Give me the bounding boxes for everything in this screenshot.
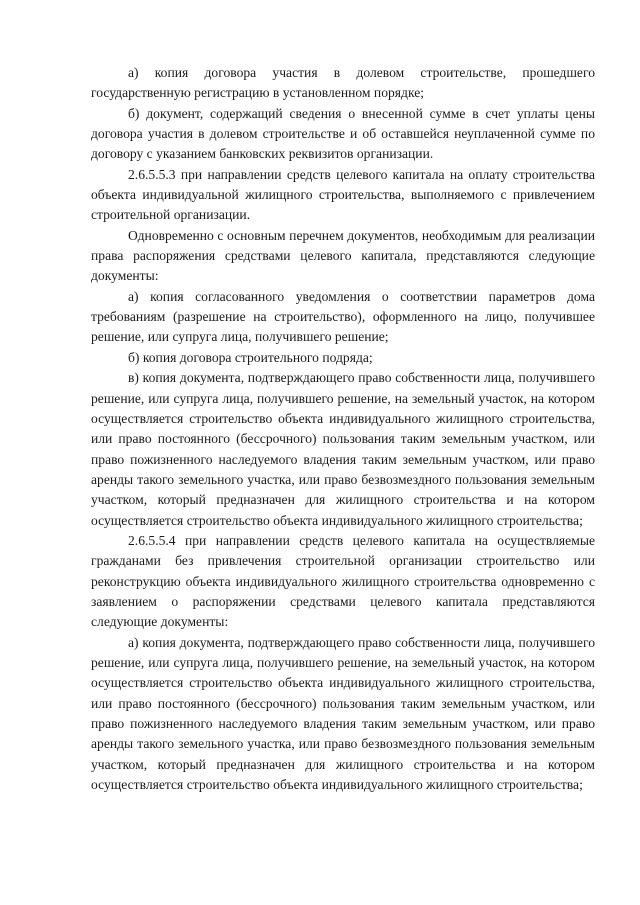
paragraph-payment-document: б) документ, содержащий сведения о внесенной сумме в счет уплаты цены договора участия в долевом строительстве и об оставшейся неуплаченной сумме по договору с указанием банковских реквизитов организации.: [91, 105, 595, 162]
paragraph-2-6-5-5-4: 2.6.5.5.4 при направлении средств целевого капитала на осуществляемые гражданами без привлечения строительной организации строительство или реконструкцию объекта индивидуального жилищного строительства одновременно с заявлением о распоряжении средствами целевого капитала представляются следующие документы:: [91, 532, 595, 630]
paragraph-approved-notification: а) копия согласованного уведомления о соответствии параметров дома требованиям (разрешение на строительство), оформленного на лицо, получившее решение, или супруга лица, получившего решение;: [91, 288, 595, 345]
paragraph-construction-contract: б) копия договора строительного подряда;: [128, 349, 373, 365]
paragraph-land-ownership-document-2: а) копия документа, подтверждающего право собственности лица, получившего решение, или супруга лица, получившего решение, на земельный участок, на котором осуществляется строительство объекта индивидуального жилищного строительства, или право постоянного (бессрочного) пользования таким земельным участком, или право пожизненного наследуемого владения таким земельным участком, или право аренды такого земельного участка, или право безвозмездного пользования земельным участком, который предназначен для жилищного строительства и на котором осуществляется строительство объекта индивидуального жилищного строительства;: [91, 634, 595, 793]
paragraph-contract-copy: а) копия договора участия в долевом строительстве, прошедшего государственную регистрацию в установленном порядке;: [91, 65, 595, 101]
document-page: [91, 63, 595, 795]
paragraph-land-ownership-document: в) копия документа, подтверждающего право собственности лица, получившего решение, или супруга лица, получившего решение, на земельный участок, на котором осуществляется строительство объекта индивидуального жилищного строительства, или право постоянного (бессрочного) пользования таким земельным участком, или право пожизненного наследуемого владения таким земельным участком, или право аренды такого земельного участка, или право безвозмездного пользования земельным участком, который предназначен для жилищного строительства и на котором осуществляется строительство объекта индивидуального жилищного строительства;: [91, 370, 595, 528]
paragraph-2-6-5-5-3: 2.6.5.5.3 при направлении средств целевого капитала на оплату строительства объекта индивидуальной жилищного строительства, выполняемого с привлечением строительной организации.: [91, 166, 595, 223]
paragraph-additional-documents-intro: Одновременно с основным перечнем документов, необходимым для реализации права распоряжения средствами целевого капитала, представляются следующие документы:: [91, 227, 595, 284]
